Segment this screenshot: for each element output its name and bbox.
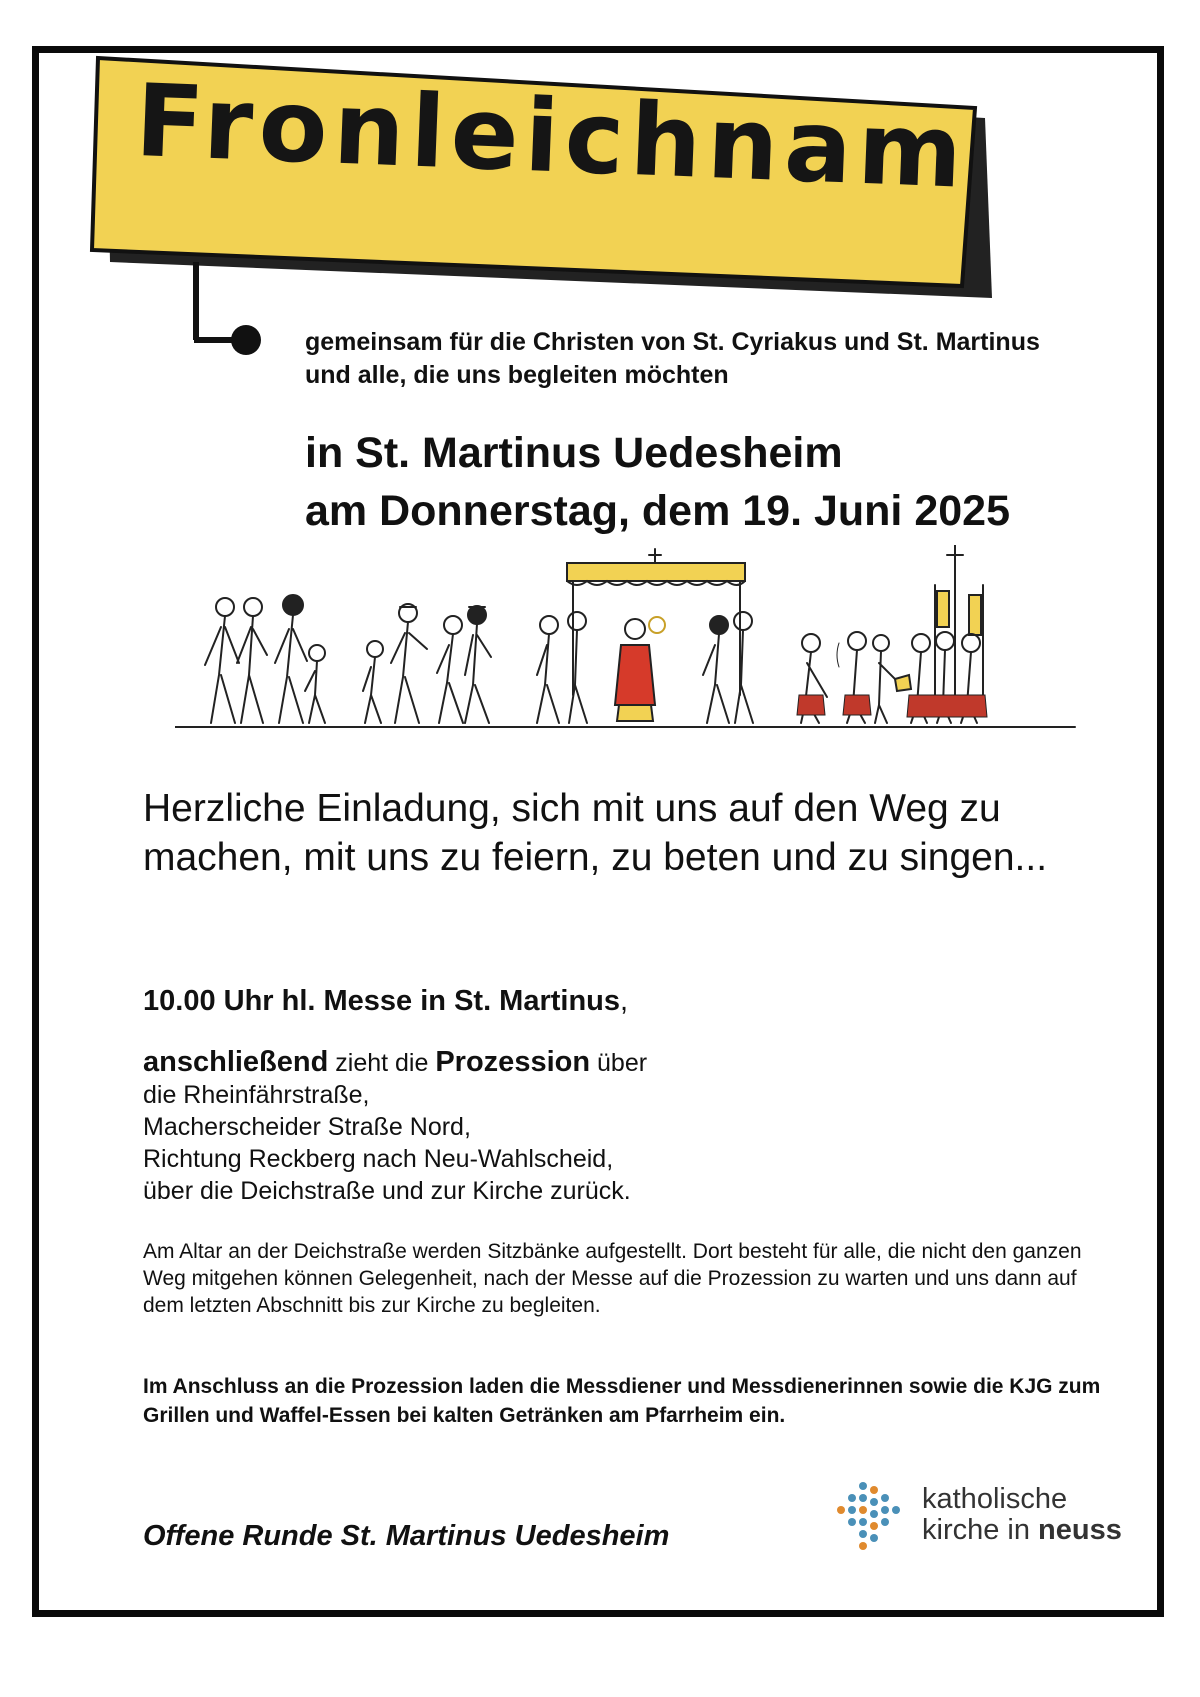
- subline-line-1: gemeinsam für die Christen von St. Cyriakus und St. Martinus: [305, 328, 1040, 356]
- route-lead-text-2: über: [590, 1049, 648, 1077]
- logo-line-2: [922, 1515, 1122, 1546]
- grill-notice: Im Anschluss an die Prozession laden die Messdiener und Messdienerinnen sowie die KJG zum Grillen und Waffel-Essen bei kalten Getränken am Pfarrheim ein.: [143, 1375, 1101, 1427]
- route-lead-bold-1: anschließend: [143, 1046, 329, 1078]
- organizer-signature: Offene Runde St. Martinus Uedesheim: [143, 1520, 670, 1552]
- mass-time: [143, 985, 628, 1018]
- route-line: Macherscheider Straße Nord,: [143, 1113, 471, 1141]
- logo-text: [922, 1484, 1122, 1546]
- route-lead-bold-2: Prozession: [435, 1046, 591, 1078]
- route-line: die Rheinfährstraße,: [143, 1081, 370, 1109]
- logo-line-2-normal: kirche in: [922, 1514, 1039, 1546]
- procession-illustration: [175, 545, 1085, 745]
- procession-route: [143, 1046, 647, 1207]
- banner-title: Fronleichnam: [133, 62, 971, 211]
- event-location-date: [305, 424, 1010, 540]
- route-line: Richtung Reckberg nach Neu-Wahlscheid,: [143, 1145, 614, 1173]
- canopy-group: [537, 549, 753, 723]
- route-lead-text-1: zieht die: [328, 1049, 436, 1077]
- altar-servers: [797, 632, 911, 723]
- mass-time-comma: ,: [620, 985, 629, 1017]
- procession-drawing: [175, 545, 1085, 745]
- katholische-kirche-neuss-logo: [830, 1478, 1130, 1558]
- seating-notice: Am Altar an der Deichstraße werden Sitzbänke aufgestellt. Dort besteht für alle, die nicht den ganzen Weg mitgehen können Gelegenheit, nach der Messe auf die Prozession zu warten und uns dann auf dem letzten Abschnitt bis zur Kirche zu begleiten.: [143, 1240, 1082, 1317]
- mass-time-text: 10.00 Uhr hl. Messe in St. Martinus: [143, 985, 621, 1017]
- dots-cross-icon: [830, 1478, 910, 1558]
- walker-figures: [205, 595, 491, 723]
- title-banner: [0, 0, 1200, 360]
- invitation-text: Herzliche Einladung, sich mit uns auf den Weg zu machen, mit uns zu feiern, zu beten und zu singen...: [143, 787, 1048, 879]
- date-line: am Donnerstag, dem 19. Juni 2025: [305, 487, 1010, 535]
- subline-line-2: und alle, die uns begleiten möchten: [305, 361, 729, 389]
- logo-line-1: katholische: [922, 1483, 1068, 1515]
- logo-line-2-bold: neuss: [1038, 1514, 1122, 1546]
- location-line: in St. Martinus Uedesheim: [305, 429, 843, 477]
- route-lead: [143, 1046, 647, 1079]
- banner-bearers: [907, 545, 987, 723]
- route-line: über die Deichstraße und zur Kirche zurück.: [143, 1177, 631, 1205]
- subline: [305, 326, 1040, 392]
